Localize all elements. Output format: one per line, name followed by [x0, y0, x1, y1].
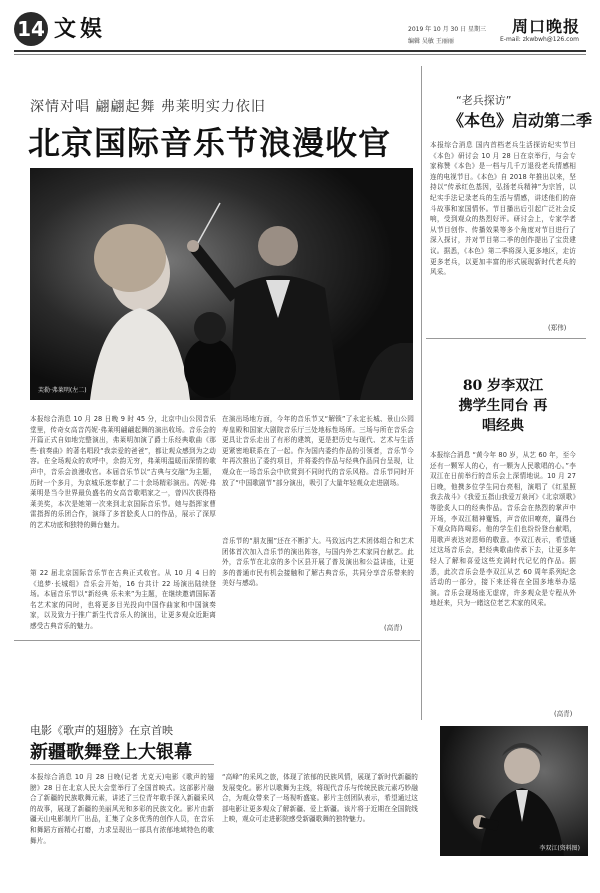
main-photo	[30, 168, 413, 400]
film-title-rule	[30, 764, 214, 765]
section-divider	[14, 640, 420, 641]
editor-line: 编辑 吴敏 王丽丽	[408, 38, 454, 45]
date-line: 2019 年 10 月 30 日 星期三	[408, 26, 486, 33]
film-title: 新疆歌舞登上大银幕	[30, 742, 192, 763]
main-photo-caption: 芙勒·弗莱明(左二)	[38, 387, 87, 394]
main-story-col2b: 音乐节的“朋友圈”还在不断扩大。马致远内艺术团体组合和艺术团体首次加入音乐节的演出阵容，与国内外艺术家同台献艺。此外，音乐节在北京的多个区县开展了普及演出和公益讲座，让更多的普通市民有机会接触和了解古典音乐，共同分享音乐带来的美好与感动。	[222, 537, 414, 588]
sidebar-body: 本报综合消息 国内首档老兵生活探访纪实节目《本色》研讨会 10 月 28 日在京举行，与会专家称赞《本色》是一档与几千万退役老兵情感相连的电视节目。《本色》自 2018 年推出以来，坚持以“传承红色基因，弘扬老兵精神”为宗旨，以纪实手法记录老兵的生活与情感，讲述他们的奋斗故事和家国情怀。节目播出后引起广泛社会反响，受到观众的热烈好评。研讨会上，专家学者从节目创作、传播效果等多个角度对节目进行了深入探讨，并对节目第二季的创作提出了宝贵建议。据悉，《本色》第二季将深入更多地区，走访更多老兵，以更加丰富的形式展现新时代老兵的风采。	[430, 141, 576, 277]
sidebar-kicker: “老兵探访”	[456, 94, 512, 107]
header-rule	[14, 50, 586, 52]
email-line: E-mail: zkwbwh@126.com	[500, 36, 579, 43]
li-body: 本报综合消息 “黄今年 80 岁，从艺 60 年，至今还有一颗军人的心，有一颗为人民歌唱的心。”李双江在日前举行的音乐会上深情地说。10 月 27 日晚，他携多位学生同台亮相，演唱了《红星照我去战斗》《我爱五指山我爱万泉河》《北京颂歌》等脍炙人口的经典作品。音乐会在热烈的掌声中开场，李双江精神矍铄，声音依旧嘹亮，赢得台下观众阵阵喝彩。他的学生们也纷纷登台献唱，用歌声表达对恩师的敬意。李双江表示，希望通过这场音乐会，把经典歌曲传承下去，让更多年轻人了解和喜爱这些充满时代记忆的作品。据悉，此次音乐会是李双江从艺 60 周年系列纪念活动的一部分，接下来还将在全国多地举办巡演。音乐会现场座无虚席，许多观众是专程从外地赶来，只为一睹这位老艺术家的风采。	[430, 451, 576, 608]
main-story-byline: (高青)	[384, 624, 403, 632]
li-title: 80 岁李双江 携学生同台 再唱经典	[458, 378, 548, 434]
film-col1: 本报综合消息 10 月 28 日晚(记者 尤克天)电影《歌声的翅膀》28 日在北京人民大会堂举行了全国首映式。这部影片融合了新疆的民族歌舞元素，讲述了三位青年歌手深入新疆采风的故事，展现了新疆的美丽风光和多彩的民族文化。影片由新疆天山电影制片厂出品，汇集了众多优秀的创作人员，在音乐和舞蹈方面精心打磨，力求呈现出一部具有浓郁地域特色的歌舞片。	[30, 773, 214, 845]
main-story-col1: 本报综合消息 10 月 28 日晚 9 时 45 分，北京中山公园音乐堂里，传奇女高音芮妮·弗莱明翩翩起舞的演出收场。音乐会的开篇正式自如地完整演出，弗莱明加演了爵士乐经典歌曲《那些·前奏曲》的著名唱段“我亲爱的爸爸”，都让观众感到为之动容。在全场观众的欢呼中，余韵无穷，弗莱明温暖而深情的歌声中，音乐会浪漫收官。本届音乐节以“古典与交融”为主题，历时一个多月，为京城乐迷奉献了二十余场精彩演出。芮妮·弗莱明是当今世界最负盛名的女高音歌唱家之一，曾四次获得格莱美奖，本次是她第一次来到北京国际音乐节。她与指挥家曹雷指挥的乐团合作，演绎了多首脍炙人口的作品，展示了深厚的艺术功底和独特的舞台魅力。	[30, 415, 216, 529]
film-subtitle: 电影《歌声的翅膀》在京首映	[30, 724, 173, 737]
li-photo-caption: 李双江(资料图)	[539, 845, 580, 852]
masthead-logo: 周口晚报	[512, 17, 581, 36]
conductor-singer-image	[30, 168, 413, 400]
section-title: 文娱	[54, 16, 107, 42]
main-subtitle: 深情对唱 翩翩起舞 弗莱明实力依旧	[30, 99, 266, 115]
film-col2: “高峰”的采风之旅，体现了浓郁的民族风情，展现了新时代新疆的发展变化。影片以歌舞为主线，将现代音乐与传统民族元素巧妙融合，为观众带来了一场视听盛宴。影片主创团队表示，希望通过这部电影让更多观众了解新疆、爱上新疆。该片将于近期在全国院线上映，观众可走进影院感受新疆歌舞的独特魅力。	[222, 773, 418, 824]
main-story-col2: 在演出场地方面，今年的音乐节又“解锁”了永定长城、景山公园寿皇殿和国家大剧院音乐厅三处地标性场所。三场与所在音乐会更具让音乐走出了有形的建筑，更是把历史与现代、艺术与生活更紧密地联系在了一起。作为国内委约作品的引领者，音乐节今年再次推出了委约项目，并将委约作品与经典作品同台呈现，让观众在一场音乐会中欣赏到不同时代的音乐风格。音乐节同时开放了“中国歌剧节”部分演出，吸引了大量年轻观众走进剧场。	[222, 415, 414, 487]
sidebar-divider	[426, 338, 586, 339]
li-byline: (高青)	[554, 710, 573, 718]
main-title: 北京国际音乐节浪漫收官	[28, 124, 392, 162]
main-story-col1b: 第 22 届北京国际音乐节在古典正式收官。从 10 月 4 日的《追梦·长城组》音乐会开始，16 台共计 22 场演出陆续登场。本届音乐节以“新经典 乐未来”为主题，在继续邀请国际著名艺术家的同时，也将更多目光投向中国作曲家和中国演奏家，以及致力于推广新生代音乐人的演出，让更多观众近距离感受古典音乐的魅力。	[30, 569, 216, 630]
header-rule-thin	[14, 54, 586, 55]
li-photo	[440, 726, 588, 856]
li-shuangjiang-image	[440, 726, 588, 856]
sidebar-title: 《本色》启动第二季	[448, 111, 593, 130]
vertical-divider	[421, 66, 422, 720]
sidebar-byline: (郑伟)	[548, 324, 567, 332]
page-number-badge: 14	[14, 12, 48, 46]
